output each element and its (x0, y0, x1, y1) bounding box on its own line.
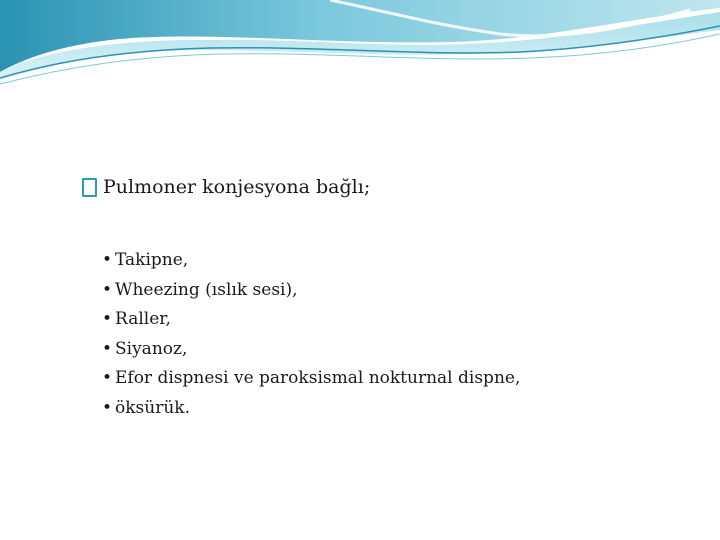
list-item-text: Siyanoz, (115, 338, 188, 359)
heading-text: Pulmoner konjesyona bağlı; (103, 176, 371, 198)
list-item (102, 246, 520, 276)
list-item-text: Efor dispnesi ve paroksismal nokturnal dispne, (115, 368, 521, 389)
bullet-dot: • (102, 309, 113, 330)
missing-glyph-bullet-icon (82, 178, 97, 197)
list-item (102, 305, 520, 335)
list-item (102, 335, 520, 365)
bullet-dot: • (102, 397, 113, 418)
list-item-text: öksürük. (115, 397, 190, 418)
slide-heading (82, 172, 370, 202)
list-item-text: Takipne, (115, 250, 189, 270)
bullet-dot: • (102, 279, 113, 300)
bullet-dot: • (102, 250, 113, 270)
list-item (102, 276, 520, 306)
list-item (102, 394, 520, 424)
list-item (102, 364, 520, 394)
bullet-list (102, 246, 520, 424)
list-item-text: Raller, (115, 309, 171, 330)
bullet-dot: • (102, 338, 113, 359)
list-item-text: Wheezing (ıslık sesi), (115, 279, 298, 300)
bullet-dot: • (102, 368, 113, 389)
header-wave-decoration (0, 0, 720, 90)
